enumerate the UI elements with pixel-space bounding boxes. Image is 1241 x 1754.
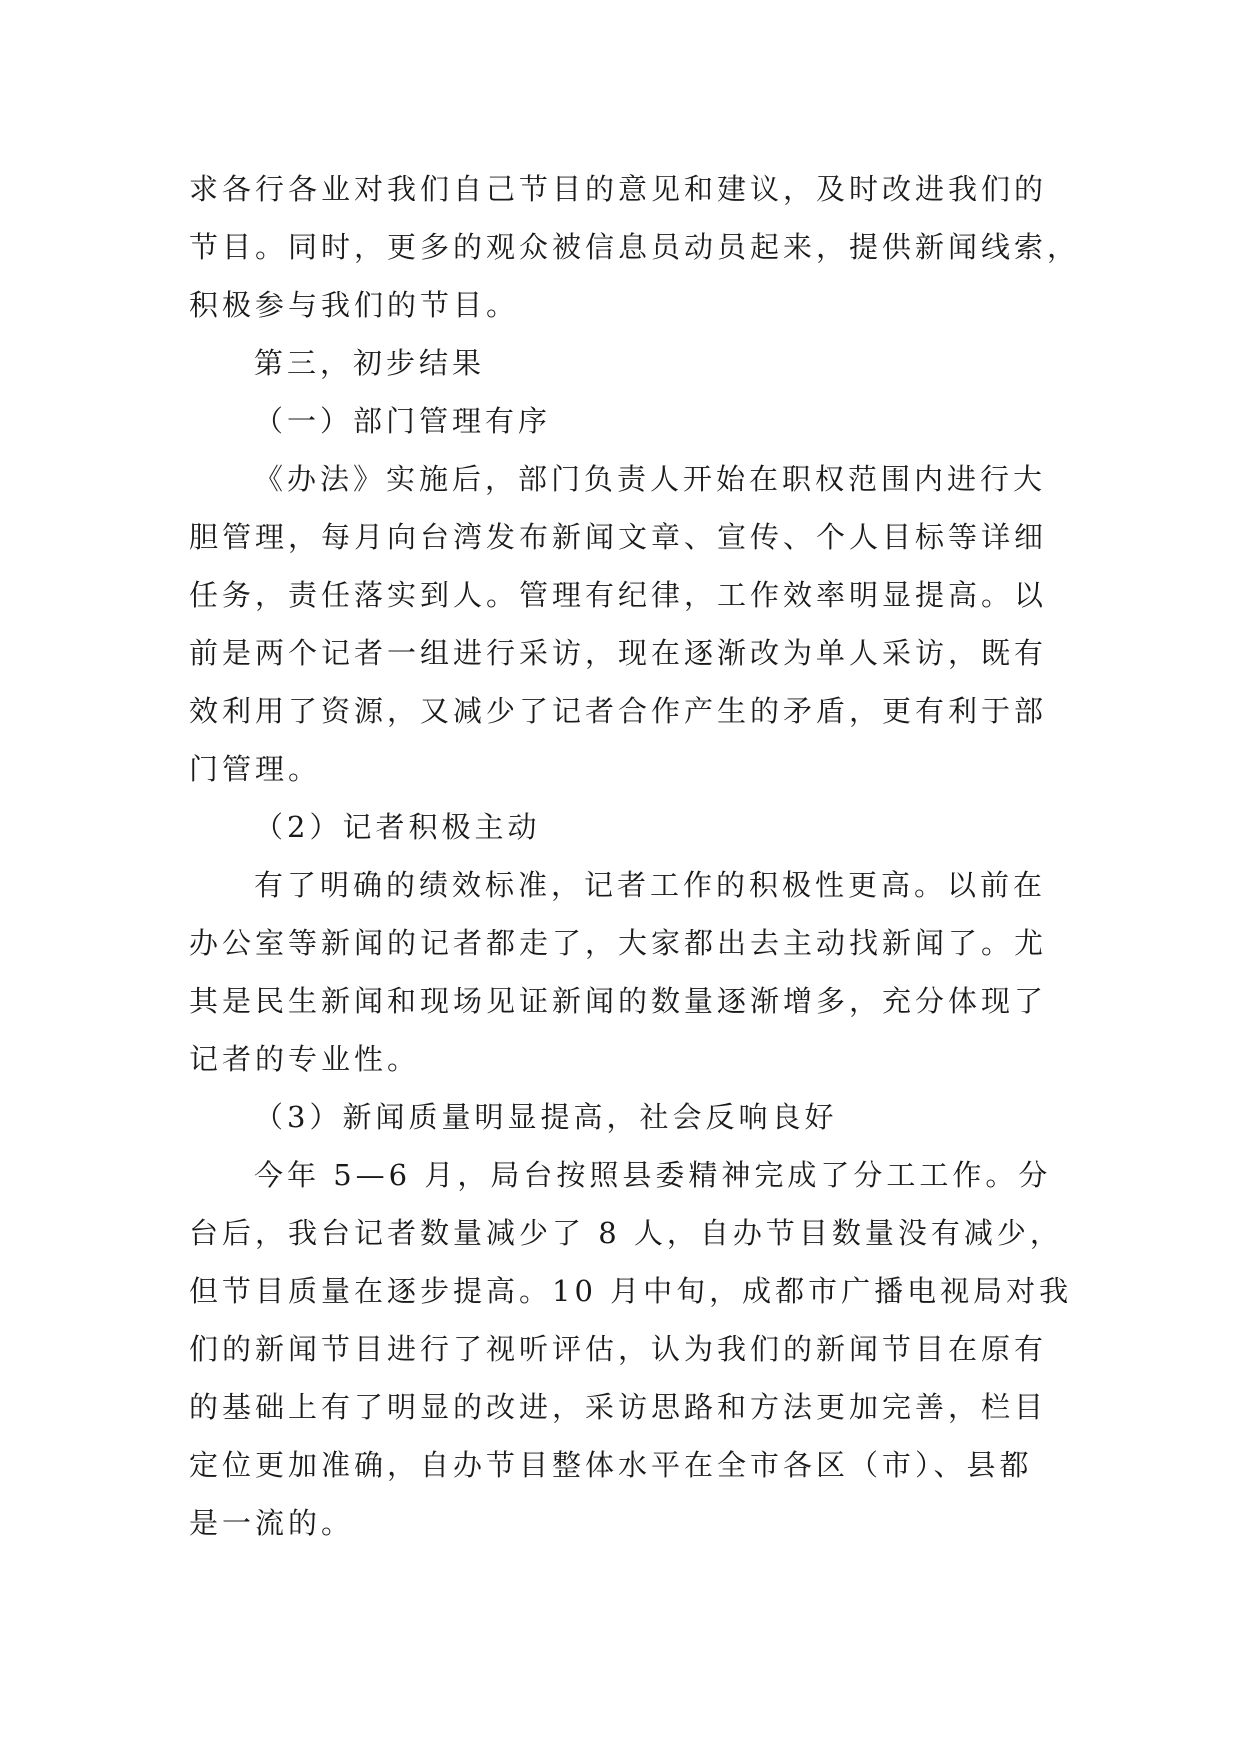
text-line: 效利用了资源，又减少了记者合作产生的矛盾，更有利于部: [189, 694, 1048, 728]
paragraph-start-line: 有了明确的绩效标准，记者工作的积极性更高。以前在: [254, 868, 1047, 902]
text-line: 任务，责任落实到人。管理有纪律，工作效率明显提高。以: [189, 578, 1048, 612]
text-line: 但节目质量在逐步提高。10 月中旬，成都市广播电视局对我: [189, 1274, 1073, 1308]
text-line: 办公室等新闻的记者都走了，大家都出去主动找新闻了。尤: [189, 926, 1048, 960]
subsection-heading: （一）部门管理有序: [254, 404, 552, 438]
subsection-heading: （2）记者积极主动: [254, 810, 541, 844]
subsection-heading: （3）新闻质量明显提高，社会反响良好: [254, 1100, 838, 1134]
text-line: 前是两个记者一组进行采访，现在逐渐改为单人采访，既有: [189, 636, 1048, 670]
paragraph-start-line: 《办法》实施后，部门负责人开始在职权范围内进行大: [254, 462, 1047, 496]
text-line: 台后，我台记者数量减少了 8 人，自办节目数量没有减少，: [189, 1216, 1063, 1250]
text-line: 的基础上有了明显的改进，采访思路和方法更加完善，栏目: [189, 1390, 1048, 1424]
text-line: 积极参与我们的节目。: [189, 288, 520, 322]
text-line: 胆管理，每月向台湾发布新闻文章、宣传、个人目标等详细: [189, 520, 1048, 554]
text-line: 节目。同时，更多的观众被信息员动员起来，提供新闻线索，: [189, 230, 1081, 264]
section-heading: 第三，初步结果: [254, 346, 486, 380]
text-line: 求各行各业对我们自己节目的意见和建议，及时改进我们的: [189, 172, 1048, 206]
text-line: 定位更加准确，自办节目整体水平在全市各区（市）、县都: [189, 1448, 1033, 1482]
text-line: 们的新闻节目进行了视听评估，认为我们的新闻节目在原有: [189, 1332, 1048, 1366]
paragraph-start-line: 今年 5—6 月，局台按照县委精神完成了分工工作。分: [254, 1158, 1052, 1192]
text-line: 其是民生新闻和现场见证新闻的数量逐渐增多，充分体现了: [189, 984, 1048, 1018]
text-line: 是一流的。: [189, 1506, 355, 1540]
document-body: [189, 160, 1081, 1552]
text-line: 记者的专业性。: [189, 1042, 421, 1076]
text-line: 门管理。: [189, 752, 322, 786]
